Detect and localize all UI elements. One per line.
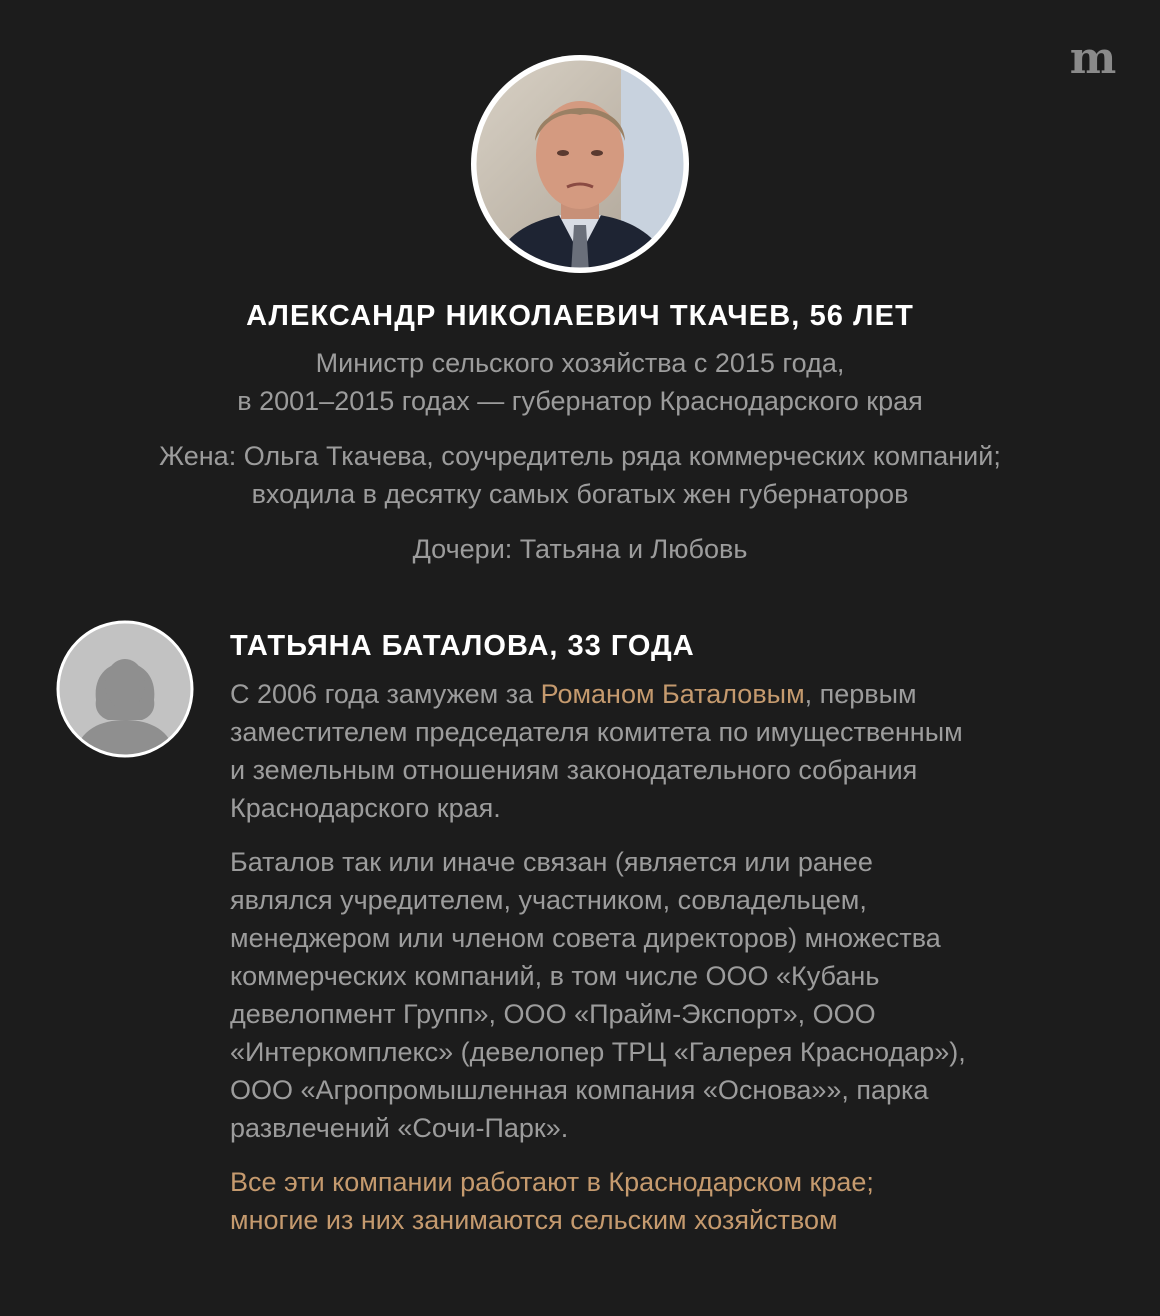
wife-line: Жена: Ольга Ткачева, соучредитель ряда коммерческих компаний; (159, 441, 1001, 471)
paragraph-line (230, 675, 1110, 713)
paragraph-line: «Интеркомплекс» (девелопер ТРЦ «Галерея Краснодар»), (230, 1037, 966, 1067)
main-person-wife (0, 437, 1160, 513)
paragraph-line: ООО «Агропромышленная компания «Основа»», парка (230, 1075, 929, 1105)
main-person-daughters: Дочери: Татьяна и Любовь (412, 534, 748, 564)
main-person-photo (471, 55, 689, 273)
daughter-name: ТАТЬЯНА БАТАЛОВА, 33 ГОДА (230, 630, 695, 662)
paragraph-line: менеджером или членом совета директоров) множества (230, 923, 941, 953)
female-avatar-placeholder-icon (56, 620, 194, 758)
meduza-logo (1062, 40, 1124, 80)
paragraph-line: заместителем председателя комитета по имущественным (230, 717, 963, 747)
paragraph-line: Все эти компании работают в Краснодарском крае; (230, 1167, 874, 1197)
main-person-position (0, 344, 1160, 420)
paragraph-line: развлечений «Сочи-Парк». (230, 1113, 569, 1143)
wife-line: входила в десятку самых богатых жен губернаторов (251, 479, 909, 509)
text-fragment: , первым (804, 679, 917, 709)
paragraph-line: коммерческих компаний, в том числе ООО «Кубань (230, 961, 880, 991)
paragraph-line: Баталов так или иначе связан (является или ранее (230, 847, 873, 877)
text-fragment: С 2006 года замужем за (230, 679, 541, 709)
meduza-logo-icon (1062, 40, 1124, 80)
position-line: Министр сельского хозяйства с 2015 года, (315, 348, 845, 378)
husband-companies-paragraph (230, 843, 1110, 1147)
position-line: в 2001–2015 годах — губернатор Краснодарского края (237, 386, 923, 416)
paragraph-line: Краснодарского края. (230, 793, 501, 823)
main-person-name: АЛЕКСАНДР НИКОЛАЕВИЧ ТКАЧЕВ, 56 ЛЕТ (246, 300, 914, 332)
daughter-marriage-paragraph (230, 675, 1110, 827)
svg-text:m: m (1069, 40, 1117, 80)
husband-link[interactable]: Романом Баталовым (540, 679, 805, 709)
paragraph-line: являлся учредителем, участником, совладельцем, (230, 885, 867, 915)
paragraph-line: многие из них занимаются сельским хозяйством (230, 1205, 838, 1235)
paragraph-line: девелопмент Групп», ООО «Прайм-Экспорт», ООО (230, 999, 876, 1029)
highlight-paragraph (230, 1163, 1110, 1239)
paragraph-line: и земельным отношениям законодательного собрания (230, 755, 918, 785)
